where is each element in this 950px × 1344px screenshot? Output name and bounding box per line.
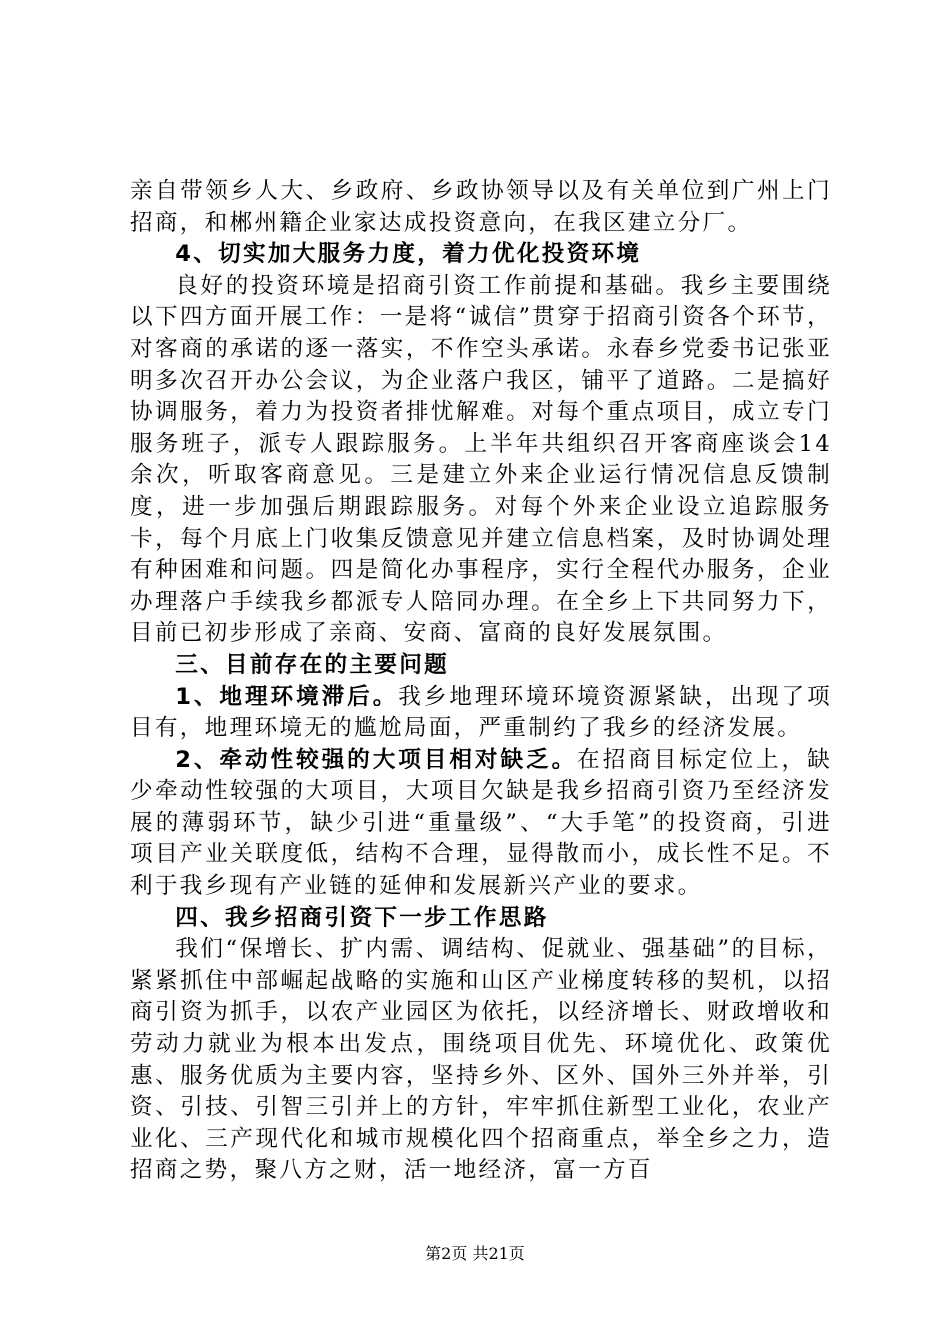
paragraph-text: 在招商目标定位上，缺少牵动性较强的大项目，大项目欠缺是我乡招商引资乃至经济发展的薄弱环节，缺少引进“重量级”、“大手笔”的投资商，引进项目产业关联度低，结构不合理，显得散而小，成长性不足。不利于我乡现有产业链的延伸和发展新兴产业的要求。 xyxy=(130,746,832,900)
paragraph-problem-2 xyxy=(130,745,832,903)
paragraph-problem-1 xyxy=(130,682,832,745)
paragraph-text: 亲自带领乡人大、乡政府、乡政协领导以及有关单位到广州上门招商，和郴州籍企业家达成投资意向，在我区建立分厂。 xyxy=(130,178,832,236)
paragraph-investment-environment xyxy=(130,271,832,650)
heading-text: 4、切实加大服务力度，着力优化投资环境 xyxy=(175,241,642,268)
paragraph-lead: 2、牵动性较强的大项目相对缺乏。 xyxy=(175,746,578,773)
paragraph-text: 我们“保增长、扩内需、调结构、促就业、强基础”的目标，紧紧抓住中部崛起战略的实施和山区产业梯度转移的契机，以招商引资为抓手，以农产业园区为依托，以经济增长、财政增收和劳动力就业为根本出发点，围绕项目优先、环境优化、政策优惠、服务优质为主要内容，坚持乡外、区外、国外三外并举，引资、引技、引智三引并上的方针，牢牢抓住新型工业化，农业产业化、三产现代化和城市规模化四个招商重点，举全乡之力，造招商之势，聚八方之财，活一地经济，富一方百 xyxy=(130,936,832,1184)
paragraph-lead: 1、地理环境滞后。 xyxy=(175,683,399,710)
paragraph-continuation xyxy=(130,176,832,239)
document-body xyxy=(130,176,832,1187)
paragraph-text: 我乡地理环境环境资源紧缺，出现了项目有，地理环境无的尴尬局面，严重制约了我乡的经济发展。 xyxy=(130,683,832,742)
page-number: 第2页 共21页 xyxy=(425,1244,525,1263)
page-footer xyxy=(0,1244,950,1264)
section-heading-three xyxy=(130,650,832,682)
heading-text: 四、我乡招商引资下一步工作思路 xyxy=(175,904,549,931)
heading-text: 三、目前存在的主要问题 xyxy=(175,651,450,678)
section-heading-4 xyxy=(130,239,832,271)
section-heading-four xyxy=(130,903,832,935)
paragraph-text: 良好的投资环境是招商引资工作前提和基础。我乡主要围绕以下四方面开展工作：一是将“诚信”贯穿于招商引资各个环节，对客商的承诺的逐一落实，不作空头承诺。永春乡党委书记张亚明多次召开办公会议，为企业落户我区，铺平了道路。二是搞好协调服务，着力为投资者排忧解难。对每个重点项目，成立专门服务班子，派专人跟踪服务。上半年共组织召开客商座谈会14余次，听取客商意见。三是建立外来企业运行情况信息反馈制度，进一步加强后期跟踪服务。对每个外来企业设立追踪服务卡，每个月底上门收集反馈意见并建立信息档案，及时协调处理有种困难和问题。四是简化办事程序，实行全程代办服务，企业办理落户手续我乡都派专人陪同办理。在全乡上下共同努力下，目前已初步形成了亲商、安商、富商的良好发展氛围。 xyxy=(130,272,832,647)
paragraph-next-steps xyxy=(130,934,832,1187)
